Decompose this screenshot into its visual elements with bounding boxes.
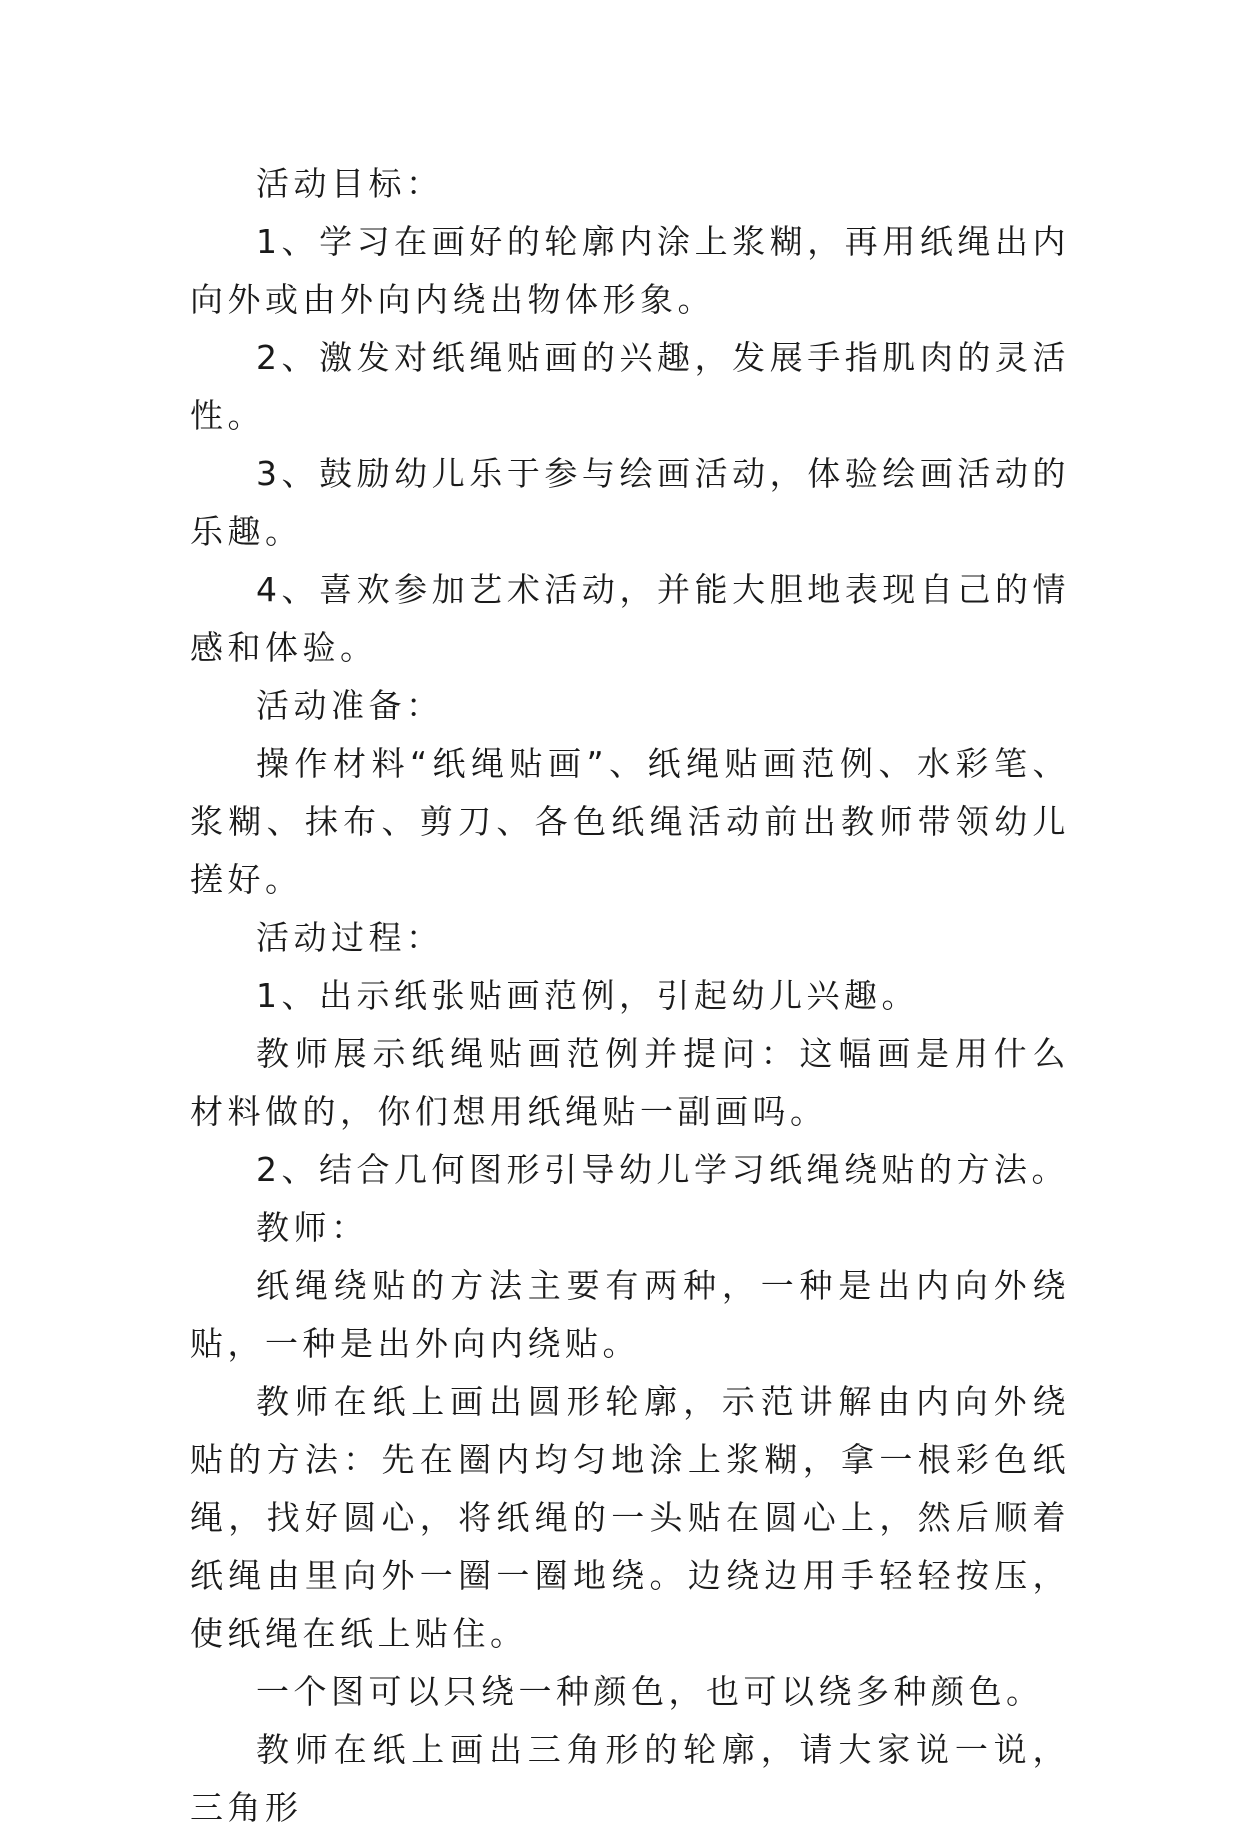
process-paragraph: 教师在纸上画出圆形轮廓，示范讲解由内向外绕贴的方法：先在圈内均匀地涂上浆糊，拿一根彩色纸绳，找好圆心，将纸绳的一头贴在圆心上，然后顺着纸绳由里向外一圈一圈地绕。边绕边用手轻轻按压，使纸绳在纸上贴住。 — [190, 1382, 1070, 1653]
preparation-materials: 操作材料“纸绳贴画”、纸绳贴画范例、水彩笔、浆糊、抹布、剪刀、各色纸绳活动前出教师带领幼儿搓好。 — [190, 744, 1070, 899]
goal-item-1: 1、学习在画好的轮廓内涂上浆糊，再用纸绳出内向外或由外向内绕出物体形象。 — [190, 222, 1070, 319]
goal-item-2: 2、激发对纸绳贴画的兴趣，发展手指肌肉的灵活性。 — [190, 338, 1070, 435]
goal-item-4: 4、喜欢参加艺术活动，并能大胆地表现自己的情感和体验。 — [190, 570, 1070, 667]
heading-activity-preparation: 活动准备： — [256, 686, 444, 725]
process-step-2: 2、结合几何图形引导幼儿学习纸绳绕贴的方法。 — [256, 1150, 1069, 1189]
document-body — [190, 155, 1070, 1837]
heading-activity-process: 活动过程： — [256, 918, 444, 957]
process-paragraph: 教师在纸上画出三角形的轮廓，请大家说一说，三角形 — [190, 1730, 1070, 1827]
heading-activity-goals: 活动目标： — [256, 164, 444, 203]
process-paragraph: 一个图可以只绕一种颜色，也可以绕多种颜色。 — [256, 1672, 1044, 1711]
process-paragraph: 教师展示纸绳贴画范例并提问：这幅画是用什么材料做的，你们想用纸绳贴一副画吗。 — [190, 1034, 1070, 1131]
process-paragraph: 教师： — [256, 1208, 369, 1247]
process-paragraph: 纸绳绕贴的方法主要有两种，一种是出内向外绕贴，一种是出外向内绕贴。 — [190, 1266, 1070, 1363]
goal-item-3: 3、鼓励幼儿乐于参与绘画活动，体验绘画活动的乐趣。 — [190, 454, 1070, 551]
process-step-1: 1、出示纸张贴画范例，引起幼儿兴趣。 — [256, 976, 919, 1015]
